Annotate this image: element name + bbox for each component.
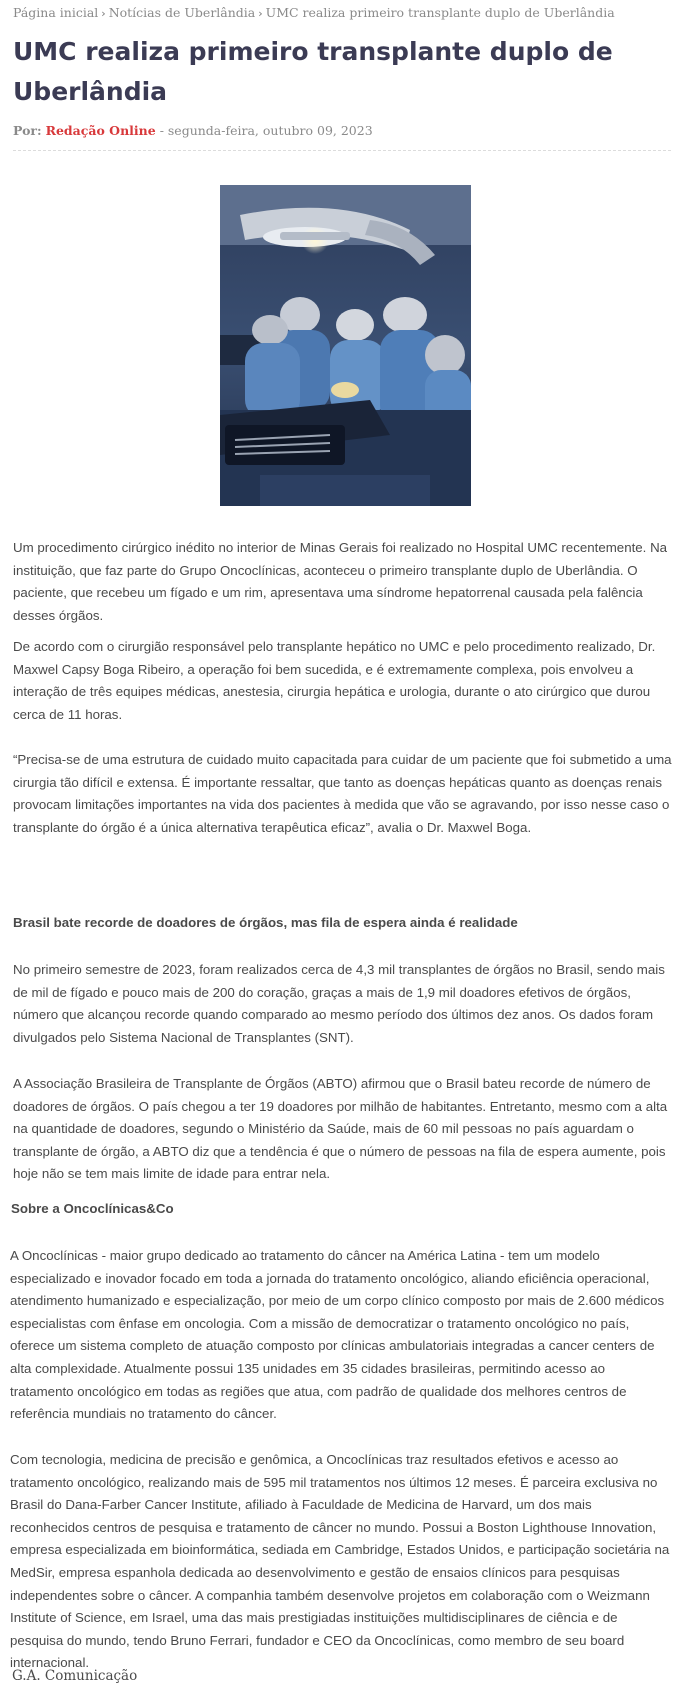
breadcrumb-current: UMC realiza primeiro transplante duplo de Uberlândia [265, 5, 615, 20]
surgery-photo [220, 185, 471, 506]
article-paragraph: Um procedimento cirúrgico inédito no interior de Minas Gerais foi realizado no Hospital UMC recentemente. Na instituição, que faz parte do Grupo Oncoclínicas, aconteceu o primeiro transplante duplo de Uberlândia. O paciente, que recebeu um fígado e um rim, apresentava uma síndrome hepatorrenal causada pela falência desses órgãos. [13, 540, 668, 623]
section-heading: Brasil bate recorde de doadores de órgãos, mas fila de espera ainda é realidade [13, 915, 518, 930]
article-paragraph: A Associação Brasileira de Transplante de Órgãos (ABTO) afirmou que o Brasil bateu recorde de número de doadores de órgãos. O país chegou a ter 19 doadores por milhão de habitantes. Entretanto, mesmo com a alta na quantidade de doadores, segundo o Ministério da Saúde, mais de 60 mil pessoas no país aguardam o transplante de órgão, a ABTO diz que a tendência é que o número de pessoas na fila de espera aumente, pois hoje não se tem mais limite de idade para entrar nela. [13, 1076, 668, 1182]
title-divider [13, 150, 671, 151]
breadcrumb [13, 5, 615, 20]
section-heading: Sobre a Oncoclínicas&Co [11, 1201, 174, 1216]
breadcrumb-section-link[interactable]: Notícias de Uberlândia [108, 5, 256, 20]
article-paragraph: A Oncoclínicas - maior grupo dedicado ao tratamento do câncer na América Latina - tem um modelo especializado e inovador focado em toda a jornada do tratamento oncológico, aliando eficiência operacional, atendimento humanizado e especialização, por meio de um corpo clínico composto por mais de 2.600 médicos especialistas com ênfase em oncologia. Com a missão de democratizar o tratamento oncológico no país, oferece um sistema completo de atuação composto por clínicas ambulatoriais integradas a cancer centers de alta complexidade. Atualmente possui 135 unidades em 35 cidades brasileiras, permitindo acesso ao tratamento oncológico em todas as regiões que atua, com padrão de qualidade dos melhores centros de referência mundiais no tratamento do câncer. [10, 1248, 665, 1422]
breadcrumb-home-link[interactable]: Página inicial [13, 5, 99, 20]
chevron-right-icon: › [101, 7, 106, 20]
signature: G.A. Comunicação [12, 1668, 138, 1684]
operating-room-image [220, 185, 471, 506]
chevron-right-icon: › [258, 7, 263, 20]
author-link[interactable]: Redação Online [45, 123, 156, 138]
byline [13, 123, 373, 138]
article-paragraph: No primeiro semestre de 2023, foram realizados cerca de 4,3 mil transplantes de órgãos no Brasil, sendo mais de mil de fígado e pouco mais de 200 do coração, graças a mais de 1,9 mil doadores efetivos de órgãos, número que alcançou recorde quando comparado ao mesmo período dos últimos dez anos. Os dados foram divulgados pelo Sistema Nacional de Transplantes (SNT). [13, 962, 665, 1045]
article-paragraph: “Precisa-se de uma estrutura de cuidado muito capacitada para cuidar de um paciente que foi submetido a uma cirurgia tão difícil e extensa. É importante ressaltar, que tanto as doenças hepáticas quanto as doenças renais provocam limitações importantes na vida dos pacientes à medida que vão se agravando, por isso nesse caso o transplante do órgão é a única alternativa terapêutica eficaz”, avalia o Dr. Maxwel Boga. [13, 752, 672, 835]
publish-date: - segunda-feira, outubro 09, 2023 [159, 123, 373, 138]
page-title: UMC realiza primeiro transplante duplo de Uberlândia [13, 37, 613, 106]
byline-prefix: Por: [13, 123, 42, 138]
article-paragraph: Com tecnologia, medicina de precisão e genômica, a Oncoclínicas traz resultados efetivos e acesso ao tratamento oncológico, realizando mais de 595 mil tratamentos nos últimos 12 meses. É parceira exclusiva no Brasil do Dana-Farber Cancer Institute, afiliado à Faculdade de Medicina de Harvard, um dos mais reconhecidos centros de pesquisa e tratamento de câncer no mundo. Possui a Boston Lighthouse Innovation, empresa especializada em bioinformática, sediada em Cambridge, Estados Unidos, e participação societária na MedSir, empresa espanhola dedicada ao desenvolvimento e gestão de ensaios clínicos para pesquisas independentes sobre o câncer. A companhia também desenvolve projetos em colaboração com o Weizmann Institute of Science, em Israel, uma das mais prestigiadas instituições multidisciplinares de ciência e de pesquisa do mundo, tendo Bruno Ferrari, fundador e CEO da Oncoclínicas, como membro de seu board internacional. [10, 1452, 670, 1671]
article-paragraph: De acordo com o cirurgião responsável pelo transplante hepático no UMC e pelo procedimento realizado, Dr. Maxwel Capsy Boga Ribeiro, a operação foi bem sucedida, e é extremamente complexa, pois envolveu a interação de três equipes médicas, anestesia, cirurgia hepática e urologia, durante o ato cirúrgico que durou cerca de 11 horas. [13, 639, 656, 722]
